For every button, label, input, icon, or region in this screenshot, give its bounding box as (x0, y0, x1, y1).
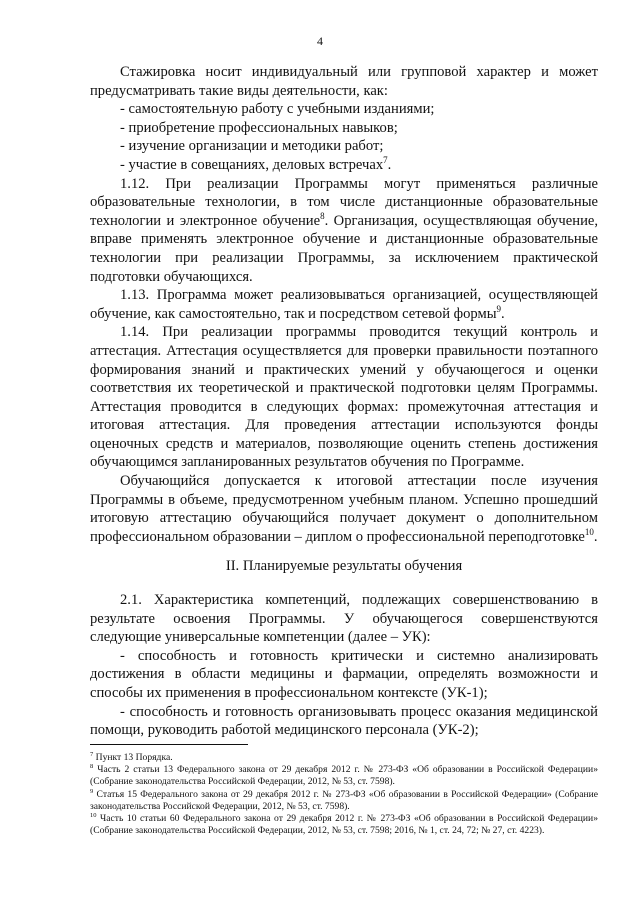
footnote-divider (90, 744, 248, 745)
footnote-9 (90, 789, 598, 813)
footnote-7 (90, 752, 598, 764)
footnote-mark: 8 (90, 763, 94, 771)
paragraph-1-14: 1.14. При реализации программы проводится текущий контроль и аттестация. Аттестация осуществляется для проверки правильности поэтапного формирования знаний и практических умений у обучающегося и оценки соответствия их теоретической и практической подготовки целям Программы. Аттестация проводится в следующих формах: промежуточная аттестация и итоговая аттестация. Для проведения аттестации используются фонды оценочных средств и материалов, позволяющие оценить степень достижения обучающимся запланированных результатов обучения по Программе. (90, 324, 598, 471)
paragraph-1-12-b: . Организация, осуществляющая обучение, вправе применять электронное обучение и дистанционные образовательные технологии при реализации Программы, за исключением практической подготовки обучающихся. (90, 212, 598, 285)
footnote-ref-7: 7 (383, 155, 388, 166)
bullet-meetings-end: . (387, 156, 392, 173)
footnote-mark: 9 (90, 787, 94, 795)
bullet-meetings-text: - участие в совещаниях, деловых встречах (120, 156, 384, 173)
paragraph-internship: Стажировка носит индивидуальный или групповой характер и может предусматривать такие виды деятельности, как: (90, 64, 598, 99)
page-number: 4 (317, 34, 323, 48)
footnote-ref-10: 10 (584, 526, 594, 537)
paragraph-2-1: 2.1. Характеристика компетенций, подлежащих совершенствованию в результате освоения Программы. У обучающегося совершенствуются следующие универсальные компетенции (далее – УК): (90, 592, 598, 646)
footnote-8 (90, 764, 598, 788)
footnote-mark: 10 (90, 811, 97, 819)
footnote-ref-8: 8 (320, 210, 325, 221)
footnote-10 (90, 813, 598, 837)
paragraph-final-attestation-b: . (593, 528, 598, 545)
paragraph-1-12 (90, 175, 598, 287)
footnotes (90, 752, 598, 837)
footnote-text: Часть 2 статьи 13 Федерального закона от 29 декабря 2012 г. № 273-ФЗ «Об образовании в Российской Федерации» (Собрание законодательства Российской Федерации, 2012, № 53, ст. 7598). (90, 764, 598, 788)
paragraph-1-13-b: . (501, 305, 505, 322)
paragraph-final-attestation-a: Обучающийся допускается к итоговой аттестации после изучения Программы в объеме, предусмотренном учебным планом. Успешно прошедший итоговую аттестацию обучающийся получает документ о дополнительном профессиональном образовании – диплом о профессиональной переподготовке (90, 473, 598, 545)
competency-uk-2: - способность и готовность организовывать процесс оказания медицинской помощи, руководить работой медицинского персонала (УК-2); (90, 703, 598, 739)
paragraph-1-13-a: 1.13. Программа может реализовываться организацией, осуществляющей обучение, как самостоятельно, так и посредством сетевой формы (90, 287, 598, 322)
footnote-mark: 7 (90, 750, 94, 758)
footnote-text: Пункт 13 Порядка. (93, 752, 173, 763)
footnote-ref-9: 9 (496, 303, 502, 314)
bullet-meetings (90, 156, 598, 175)
paragraph-1-13 (90, 286, 598, 323)
section-heading: II. Планируемые результаты обучения (225, 558, 463, 575)
footnote-text: Статья 15 Федерального закона от 29 декабря 2012 г. № 273-ФЗ «Об образовании в Российской Федерации» (Собрание законодательства Российской Федерации, 2012, № 53, ст. 7598). (90, 788, 598, 812)
bullet-self-study: - самостоятельную работу с учебными изданиями; (120, 101, 435, 118)
bullet-skills: - приобретение профессиональных навыков; (120, 119, 398, 136)
footnote-text: Часть 10 статьи 60 Федерального закона от 29 декабря 2012 г. № 273-ФЗ «Об образовании в Российской Федерации» (Собрание законодательства Российской Федерации, 2012, № 53, ст. 7598; 2016, № 1, ст. 24, 72; № 27, ст. 4223). (90, 813, 598, 837)
competency-uk-1: - способность и готовность критически и системно анализировать достижения в области медицины и фармации, определять возможности и способы их применения в профессиональном контексте (УК-1); (90, 647, 598, 701)
paragraph-final-attestation (90, 472, 598, 546)
page-body (90, 63, 598, 740)
paragraph-1-12-a: 1.12. При реализации Программы могут применяться различные образовательные технологии, в том числе дистанционные образовательные технологии и электронное обучение (90, 175, 598, 229)
bullet-methods: - изучение организации и методики работ; (120, 138, 384, 155)
